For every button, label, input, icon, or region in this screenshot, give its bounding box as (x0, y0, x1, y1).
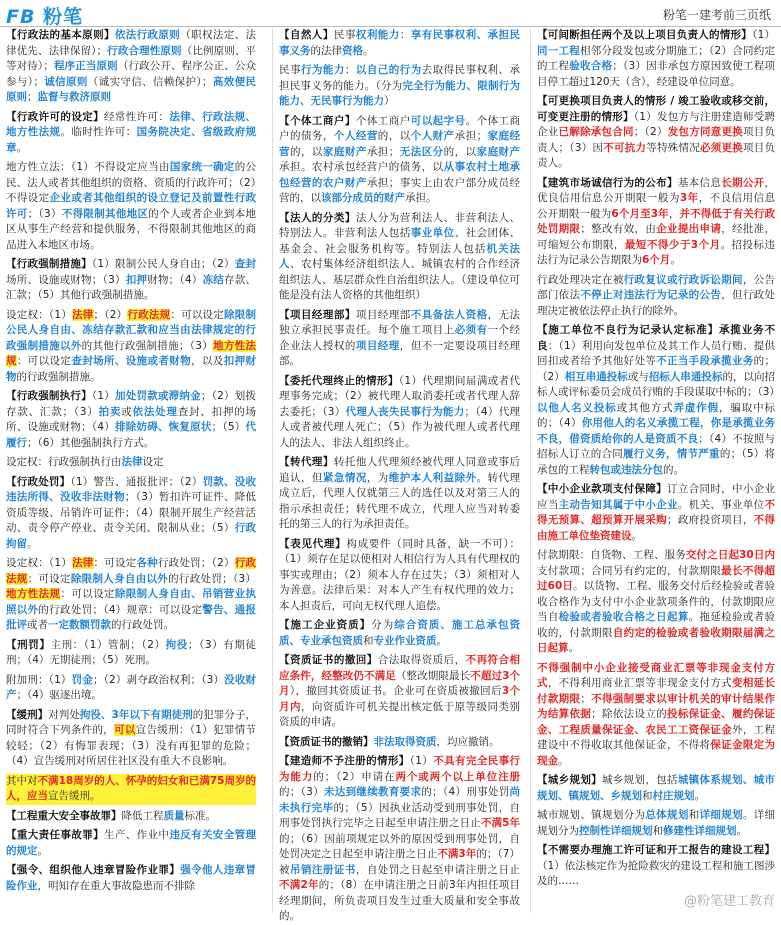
section-natural-person: 【自然人】民事权利能力：享有民事权利、承担民事义务的法律资格。 (279, 29, 521, 57)
section-sme-payment: 【中小企业款项支付保障】订立合同时，中小企业应当主动告知其属于中小企业。机关、事业单位不得无预算、超预算开展采购；政府投资项目，不得由施工单位垫资建设。 (537, 483, 776, 542)
section-no-permit-needed: 【不需要办理施工许可证和开工报告的建设工程】（1）依法核定作为抢险救灾的建设工程和施工图涉及的…… (537, 844, 775, 887)
section-planning-types: 城市规划、镇规划分为总体规划和详细规划。详细规划分为控制性详细规划和修建性详细规划。 (537, 809, 776, 837)
section-agency-termination: 【委托代理终止的情形】（1）代理期间届满或者代理事务完成；（2）被代理人取消委托或者代理人辞去委托；（3）代理人丧失民事行为能力；（4）代理人或者被代理人死亡；（5）作为被代理人或者代理人的法人、非法人组织终止。 (279, 374, 521, 449)
section-bad-record-standard: 【施工单位不良行为记录认定标准】承揽业务不良：（1）利用向发包单位及其工作人员行贿、提供回扣或者给予其他好处等不正当手段承揽业务的；（2）相互串通投标或与招标人串通投标的，以向招标人或评标委员会成员行贿的手段谋取中标的；（3）以他人名义投标或其他方式弄虚作假，骗取中标的；（4）你用他人的名义承揽工程，你是承揽业务不良，借资质给你的人是资质不良；（4）不按照与招标人订立的合同履行义务，情节严重的；（5）将承包的工程转包或违法分包的。 (537, 324, 780, 476)
page-header (0, 0, 781, 27)
section-forced-risk-crime: 【强令、组织他人违章冒险作业罪】强令他人违章冒险作业，明知存在重大事故隐患而不排除 (6, 864, 257, 892)
section-change-pm: 【可更换项目负责人的情形 / 竣工验收或移交前，可变更注册的情形】（1）发包方与注册建造师受聘企业已解除承包合同；（2）发包方同意更换项目负责人；（3）因不可抗力等特殊情况必须更换项目负责人。 (537, 95, 776, 169)
page-title: 粉笔一建考前三页纸 (662, 8, 771, 22)
section-legal-person-types: 【法人的分类】法人分为营利法人、非营利法人、特别法人。非营利法人包括事业单位、社会团体、基金会、社会服务机构等。特别法人包括机关法人、农村集体经济组织法人、城镇农村的合作经济组织法人、基层群众性自治组织法人。（建设单位可能是没有法人资格的其他组织） (279, 211, 521, 301)
section-credit-publication: 【建筑市场诚信行为的公布】基本信息长期公开，优良信用信息公开期限一般为3年，不良信用信息公开期限一般为6个月至3年，并不得低于有关行政处罚期限；整改有效，由企业提出申请，经批准，可缩短公布期限，最短不得少于3个月。招投标违法行为记录公告期限为6个月。 (537, 176, 776, 266)
section-major-safety-crime: 【工程重大安全事故罪】降低工程质量标准。 (6, 809, 216, 822)
section-constructor-registration: 【建造师不予注册的情形】（1）不具有完全民事行为能力的；（2）申请在两个或两个以上单位注册的；（3）未达到继续教育要求的；（4）刑事处罚尚未执行完毕的；（5）因执业活动受到刑事处罚，自刑事处罚执行完毕之日起至申请注册之日止不满5年的；（6）因前项规定以外的原因受到刑事处罚，自处罚决定之日起至申请注册之日止不满3年的；（7）被吊销注册证书，自处罚之日起至申请注册之日止不满2年的；（8）在申请注册之日前3年内担任项目经理期间，所负责项目发生过重大质量和安全事故的。 (279, 755, 521, 922)
section-admin-law-principles: 【行政法的基本原则】依法行政原则（职权法定、法律优先、法律保留）；行政合理性原则（比例原则、平等对待）；程序正当原则（行政公开、程序公正、公众参与）；诚信原则（诚实守信、信赖保护）；高效便民原则；监督与救济原则 (6, 29, 257, 103)
section-major-liability-crime: 【重大责任事故罪】生产、作业中违反有关安全管理的规定。 (6, 829, 257, 857)
section-admin-penalty: 【行政处罚】（1）警告、通报批评；（2）罚款、没收违法所得、没收非法财物；（3）暂扣许可证件、降低资质等级、吊销许可证件；（4）限制开展生产经营活动、责令停产停业、责令关闭、限制从业；（5）行政拘留。 (6, 475, 257, 550)
brand-logo: FB 粉笔 (6, 6, 84, 28)
section-payment-term: 付款期限：自货物、工程、服务交付之日起30日内支付款项；合同另有约定的，付款期限最长不得超过60日。以货物、工程、服务交付后经检验或者验收合格作为支付中小企业款项条件的，付款期限应当自检验或者验收合格之日起算。拖延检验或者验收的，付款期限自约定的检验或者验收期限届满之日起算。 (537, 549, 776, 654)
section-individual-business: 【个体工商户】个体工商户可以起字号。个体工商户的债务，个人经营的，以个人财产承担；家庭经营的，以家庭财产承担；无法区分的，以家庭财产承担。农村承包经营户的债务，以从事农村土地承包经营的农户财产承担；事实上由农户部分成员经营的，以该部分成员的财产承担。 (279, 114, 521, 204)
section-penalty-setting: 设定权：（1）法律：可设定各种行政处罚；（2）行政法规：可设定除限制人身自由以外的行政处罚；（3）地方性法规：可以设定除限制人身自由、吊销营业执照以外的行政处罚；（4）规章：可以设定警告、通报批评或者一定数额罚款的行政处罚。 (6, 557, 257, 631)
section-apparent-agency: 【表见代理】构成要件（同时具备，缺一不可）：（1）须存在足以使相对人相信行为人具有代理权的事实或理由；（2）须本人存在过失；（3）须相对人为善意。法律后果：对本人产生有权代理的效力；本人担责后，可向无权代理人追偿。 (279, 537, 521, 612)
section-urban-rural-planning: 【城乡规划】城乡规划，包括城镇体系规划、城市规划、镇规划、乡规划和村庄规划。 (537, 774, 776, 802)
section-sub-agency: 【转代理】转托他人代理须经被代理人同意或事后追认，但紧急情况，为维护本人利益除外。转代理成立后，代理人仅就第三人的选任以及对第三人的指示承担责任；转代理不成立，代理人应当对转委托的第三人的行为承担责任。 (279, 456, 521, 530)
section-local-legislation: 地方性立法：（1）不得设定应当由国家统一确定的公民、法人或者其他组织的资格、资质的行政许可；（2）不得设定企业或者其他组织的设立登记及前置性行政许可；（3）不得限制其他地区的个人或者企业到本地区从事生产经营和提供服务，不得限制其他地区的商品进入本地区市场。 (6, 161, 257, 251)
section-project-dept: 【项目经理部】项目经理部不具备法人资格，无法独立承担民事责任。每个施工项目上必须有一个经企业法人授权的项目经理，但不一定要设项目经理部。 (279, 308, 521, 367)
section-concurrent-pm: 【可间断担任两个及以上项目负责人的情形】（1）同一工程相邻分段发包或分期施工；（2）合同约定的工程验收合格；（3）因非承包方原因致使工程项目停工超过120天（含），经建设单位同意。 (537, 29, 776, 88)
section-qualification-revoke: 【资质证书的撤销】非法取得资质，均应撤销。 (279, 735, 500, 748)
section-coercive-execution: 【行政强制执行】（1）加处罚款或滞纳金；（2）划拨存款、汇款；（3）拍卖或依法处理查封、扣押的场所、设施或财物；（4）排除妨碍、恢复原状；（5）代履行；（6）其他强制执行方式。 (6, 390, 257, 449)
section-coercive-measures: 【行政强制措施】（1）限制公民人身自由；（2）查封场所、设施或财物；（3）扣押财物；（4）冻结存款、汇款；（5）其他行政强制措施。 (6, 258, 256, 301)
section-probation-mandatory: 其中对不满18周岁的人、怀孕的妇女和已满75周岁的人，应当宣告缓刑。 (6, 774, 256, 805)
section-coercive-setting-power: 设定权：（1）法律；（2）行政法规：可以设定除限制公民人身自由、冻结存款汇款和应当由法律规定的行政强制措施以外的其他行政强制措施；（3）地方性法规：可以设定查封场所、设施或者财物，以及扣押财物的行政强制措施。 (6, 308, 257, 383)
section-criminal-penalty: 【刑罚】主刑：（1）管制；（2）拘役；（3）有期徒刑；（4）无期徒刑；（5）死刑。 (6, 638, 257, 666)
section-enterprise-qualification: 【施工企业资质】分为综合资质、施工总承包资质、专业承包资质和专业作业资质。 (279, 619, 521, 647)
section-publication-during-review: 行政处理决定在被行政复议或行政诉讼期间，公告部门依法不停止对违法行为记录的公告，但行政处理决定被依法停止执行的除外。 (537, 273, 776, 317)
column-middle (272, 28, 526, 922)
section-no-forced-bills: 不得强制中小企业接受商业汇票等非现金支付方式，不得利用商业汇票等非现金支付方式变相延长付款期限；不得强制要求以审计机关的审计结果作为结算依据；除依法设立的投标保证金、履约保证金、工程质量保证金、农民工工资保证金外，工程建设中不得收取其他保证金，不得将保证金限定为现金。 (537, 661, 776, 767)
column-right (530, 28, 781, 913)
section-license-setting: 【行政许可的设定】经常性许可：法律、行政法规、地方性法规。临时性许可：国务院决定、省级政府规章。 (6, 110, 257, 154)
section-qualification-withdraw: 【资质证书的撤回】合法取得资质后，不再符合相应条件，经整改仍不满足（整改期限最长不超过3个月），撤回其资质证书。企业可在资质被撤回后3个月内，向资质许可机关提出核定低于原等级同类别资质的申请。 (279, 654, 521, 728)
section-execution-setting: 设定权：行政强制执行由法律设定 (6, 456, 164, 468)
section-probation: 【缓刑】对判处拘役、3年以下有期徒刑的犯罪分子，同时符合下列条件的，可以宣告缓刑：（1）犯罪情节较轻；（2）有悔罪表现；（3）没有再犯罪的危险；（4）宣告缓刑对所居住社区没有重大不良影响。 (6, 708, 257, 767)
section-civil-capacity: 民事行为能力：以自己的行为去取得民事权利、承担民事义务的能力。（分为完全行为能力、限制行为能力、无民事行为能力） (279, 64, 521, 107)
section-additional-penalty: 附加刑：（1）罚金；（2）剥夺政治权利；（3）没收财产；（4）驱逐出境。 (6, 673, 257, 701)
column-left (0, 28, 262, 913)
watermark: @粉笔建工教育 (683, 894, 775, 909)
